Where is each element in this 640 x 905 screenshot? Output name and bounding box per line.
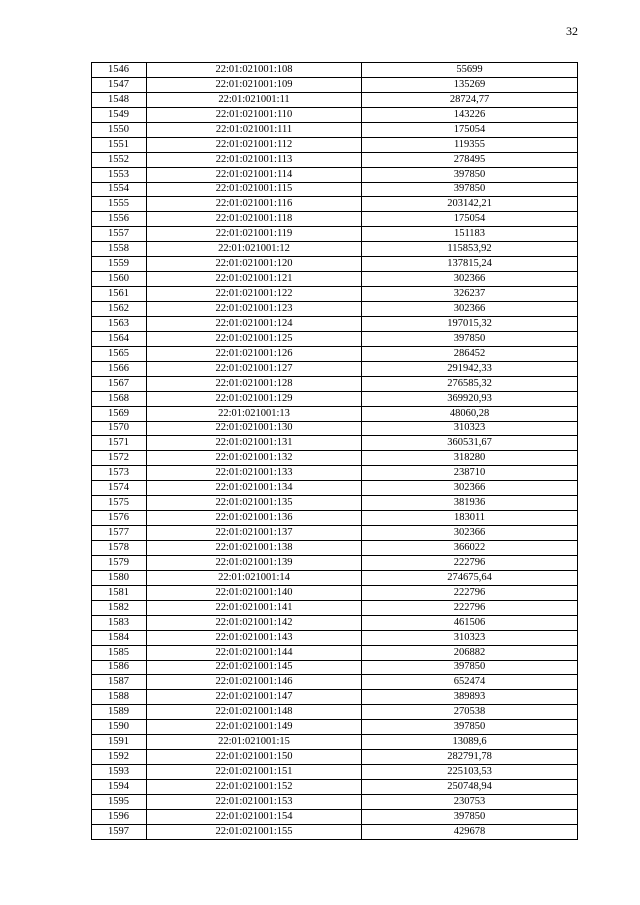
row-number-cell: 1587 bbox=[92, 675, 147, 690]
row-number-cell: 1563 bbox=[92, 316, 147, 331]
row-number-cell: 1547 bbox=[92, 77, 147, 92]
row-number-cell: 1548 bbox=[92, 92, 147, 107]
cadastral-number-cell: 22:01:021001:110 bbox=[147, 107, 362, 122]
row-number-cell: 1572 bbox=[92, 451, 147, 466]
cadastral-number-cell: 22:01:021001:123 bbox=[147, 302, 362, 317]
row-number-cell: 1580 bbox=[92, 570, 147, 585]
value-cell: 206882 bbox=[362, 645, 578, 660]
cadastral-number-cell: 22:01:021001:113 bbox=[147, 152, 362, 167]
table-row bbox=[92, 152, 578, 167]
cadastral-number-cell: 22:01:021001:114 bbox=[147, 167, 362, 182]
cadastral-number-cell: 22:01:021001:136 bbox=[147, 511, 362, 526]
row-number-cell: 1593 bbox=[92, 765, 147, 780]
cadastral-number-cell: 22:01:021001:13 bbox=[147, 406, 362, 421]
cadastral-number-cell: 22:01:021001:11 bbox=[147, 92, 362, 107]
cadastral-number-cell: 22:01:021001:118 bbox=[147, 212, 362, 227]
table-row bbox=[92, 824, 578, 839]
value-cell: 222796 bbox=[362, 600, 578, 615]
value-cell: 397850 bbox=[362, 720, 578, 735]
cadastral-number-cell: 22:01:021001:137 bbox=[147, 526, 362, 541]
table-body bbox=[92, 63, 578, 840]
table-row bbox=[92, 735, 578, 750]
page-number: 32 bbox=[566, 24, 578, 38]
table-row bbox=[92, 451, 578, 466]
table-row bbox=[92, 77, 578, 92]
value-cell: 151183 bbox=[362, 227, 578, 242]
cadastral-number-cell: 22:01:021001:108 bbox=[147, 63, 362, 78]
table-row bbox=[92, 750, 578, 765]
table-row bbox=[92, 809, 578, 824]
value-cell: 282791,78 bbox=[362, 750, 578, 765]
row-number-cell: 1574 bbox=[92, 481, 147, 496]
cadastral-number-cell: 22:01:021001:143 bbox=[147, 630, 362, 645]
value-cell: 175054 bbox=[362, 212, 578, 227]
value-cell: 175054 bbox=[362, 122, 578, 137]
value-cell: 28724,77 bbox=[362, 92, 578, 107]
value-cell: 318280 bbox=[362, 451, 578, 466]
table-row bbox=[92, 705, 578, 720]
row-number-cell: 1560 bbox=[92, 272, 147, 287]
value-cell: 115853,92 bbox=[362, 242, 578, 257]
cadastral-number-cell: 22:01:021001:129 bbox=[147, 391, 362, 406]
cadastral-number-cell: 22:01:021001:125 bbox=[147, 331, 362, 346]
cadastral-number-cell: 22:01:021001:12 bbox=[147, 242, 362, 257]
table-row bbox=[92, 197, 578, 212]
cadastral-number-cell: 22:01:021001:147 bbox=[147, 690, 362, 705]
row-number-cell: 1586 bbox=[92, 660, 147, 675]
table-row bbox=[92, 287, 578, 302]
cadastral-number-cell: 22:01:021001:144 bbox=[147, 645, 362, 660]
value-cell: 310323 bbox=[362, 630, 578, 645]
table-row bbox=[92, 555, 578, 570]
table-row bbox=[92, 481, 578, 496]
table-row bbox=[92, 436, 578, 451]
table-row bbox=[92, 391, 578, 406]
row-number-cell: 1571 bbox=[92, 436, 147, 451]
table-row bbox=[92, 541, 578, 556]
table-row bbox=[92, 585, 578, 600]
row-number-cell: 1557 bbox=[92, 227, 147, 242]
value-cell: 397850 bbox=[362, 331, 578, 346]
row-number-cell: 1550 bbox=[92, 122, 147, 137]
value-cell: 55699 bbox=[362, 63, 578, 78]
table-row bbox=[92, 167, 578, 182]
cadastral-number-cell: 22:01:021001:14 bbox=[147, 570, 362, 585]
value-cell: 197015,32 bbox=[362, 316, 578, 331]
cadastral-number-cell: 22:01:021001:121 bbox=[147, 272, 362, 287]
value-cell: 397850 bbox=[362, 182, 578, 197]
row-number-cell: 1578 bbox=[92, 541, 147, 556]
value-cell: 389893 bbox=[362, 690, 578, 705]
row-number-cell: 1583 bbox=[92, 615, 147, 630]
row-number-cell: 1564 bbox=[92, 331, 147, 346]
cadastral-number-cell: 22:01:021001:152 bbox=[147, 780, 362, 795]
value-cell: 13089,6 bbox=[362, 735, 578, 750]
value-cell: 230753 bbox=[362, 794, 578, 809]
cadastral-number-cell: 22:01:021001:111 bbox=[147, 122, 362, 137]
value-cell: 397850 bbox=[362, 809, 578, 824]
table-row bbox=[92, 212, 578, 227]
value-cell: 238710 bbox=[362, 466, 578, 481]
row-number-cell: 1573 bbox=[92, 466, 147, 481]
table-row bbox=[92, 794, 578, 809]
row-number-cell: 1582 bbox=[92, 600, 147, 615]
cadastral-number-cell: 22:01:021001:109 bbox=[147, 77, 362, 92]
row-number-cell: 1584 bbox=[92, 630, 147, 645]
value-cell: 119355 bbox=[362, 137, 578, 152]
row-number-cell: 1577 bbox=[92, 526, 147, 541]
value-cell: 652474 bbox=[362, 675, 578, 690]
table-row bbox=[92, 272, 578, 287]
row-number-cell: 1576 bbox=[92, 511, 147, 526]
row-number-cell: 1559 bbox=[92, 257, 147, 272]
table-row bbox=[92, 107, 578, 122]
table-row bbox=[92, 92, 578, 107]
table-row bbox=[92, 780, 578, 795]
row-number-cell: 1556 bbox=[92, 212, 147, 227]
table-row bbox=[92, 257, 578, 272]
cadastral-number-cell: 22:01:021001:132 bbox=[147, 451, 362, 466]
cadastral-number-cell: 22:01:021001:139 bbox=[147, 555, 362, 570]
row-number-cell: 1589 bbox=[92, 705, 147, 720]
table-row bbox=[92, 570, 578, 585]
cadastral-number-cell: 22:01:021001:128 bbox=[147, 376, 362, 391]
cadastral-number-cell: 22:01:021001:122 bbox=[147, 287, 362, 302]
value-cell: 286452 bbox=[362, 346, 578, 361]
row-number-cell: 1568 bbox=[92, 391, 147, 406]
cadastral-number-cell: 22:01:021001:151 bbox=[147, 765, 362, 780]
value-cell: 429678 bbox=[362, 824, 578, 839]
row-number-cell: 1585 bbox=[92, 645, 147, 660]
row-number-cell: 1566 bbox=[92, 361, 147, 376]
table-row bbox=[92, 137, 578, 152]
row-number-cell: 1597 bbox=[92, 824, 147, 839]
value-cell: 381936 bbox=[362, 496, 578, 511]
table-row bbox=[92, 496, 578, 511]
value-cell: 274675,64 bbox=[362, 570, 578, 585]
table-row bbox=[92, 675, 578, 690]
cadastral-number-cell: 22:01:021001:133 bbox=[147, 466, 362, 481]
cadastral-number-cell: 22:01:021001:145 bbox=[147, 660, 362, 675]
table-row bbox=[92, 526, 578, 541]
value-cell: 222796 bbox=[362, 585, 578, 600]
table-row bbox=[92, 421, 578, 436]
row-number-cell: 1590 bbox=[92, 720, 147, 735]
cadastral-number-cell: 22:01:021001:134 bbox=[147, 481, 362, 496]
value-cell: 225103,53 bbox=[362, 765, 578, 780]
row-number-cell: 1555 bbox=[92, 197, 147, 212]
table-row bbox=[92, 600, 578, 615]
row-number-cell: 1562 bbox=[92, 302, 147, 317]
cadastral-value-table bbox=[91, 62, 578, 840]
table-row bbox=[92, 466, 578, 481]
cadastral-number-cell: 22:01:021001:126 bbox=[147, 346, 362, 361]
table-row bbox=[92, 361, 578, 376]
value-cell: 48060,28 bbox=[362, 406, 578, 421]
row-number-cell: 1591 bbox=[92, 735, 147, 750]
value-cell: 135269 bbox=[362, 77, 578, 92]
cadastral-number-cell: 22:01:021001:116 bbox=[147, 197, 362, 212]
cadastral-number-cell: 22:01:021001:131 bbox=[147, 436, 362, 451]
table-row bbox=[92, 302, 578, 317]
row-number-cell: 1595 bbox=[92, 794, 147, 809]
cadastral-number-cell: 22:01:021001:141 bbox=[147, 600, 362, 615]
value-cell: 302366 bbox=[362, 302, 578, 317]
table-row bbox=[92, 765, 578, 780]
value-cell: 143226 bbox=[362, 107, 578, 122]
value-cell: 203142,21 bbox=[362, 197, 578, 212]
value-cell: 278495 bbox=[362, 152, 578, 167]
cadastral-number-cell: 22:01:021001:127 bbox=[147, 361, 362, 376]
row-number-cell: 1567 bbox=[92, 376, 147, 391]
table-row bbox=[92, 645, 578, 660]
cadastral-number-cell: 22:01:021001:155 bbox=[147, 824, 362, 839]
table-row bbox=[92, 406, 578, 421]
value-cell: 369920,93 bbox=[362, 391, 578, 406]
value-cell: 291942,33 bbox=[362, 361, 578, 376]
cadastral-number-cell: 22:01:021001:149 bbox=[147, 720, 362, 735]
row-number-cell: 1553 bbox=[92, 167, 147, 182]
row-number-cell: 1592 bbox=[92, 750, 147, 765]
value-cell: 360531,67 bbox=[362, 436, 578, 451]
table-row bbox=[92, 660, 578, 675]
value-cell: 310323 bbox=[362, 421, 578, 436]
row-number-cell: 1561 bbox=[92, 287, 147, 302]
row-number-cell: 1588 bbox=[92, 690, 147, 705]
value-cell: 302366 bbox=[362, 481, 578, 496]
cadastral-number-cell: 22:01:021001:153 bbox=[147, 794, 362, 809]
value-cell: 302366 bbox=[362, 272, 578, 287]
value-cell: 397850 bbox=[362, 660, 578, 675]
table-row bbox=[92, 346, 578, 361]
table-row bbox=[92, 630, 578, 645]
table-row bbox=[92, 720, 578, 735]
table-row bbox=[92, 615, 578, 630]
value-cell: 270538 bbox=[362, 705, 578, 720]
row-number-cell: 1569 bbox=[92, 406, 147, 421]
cadastral-number-cell: 22:01:021001:119 bbox=[147, 227, 362, 242]
value-cell: 461506 bbox=[362, 615, 578, 630]
value-cell: 276585,32 bbox=[362, 376, 578, 391]
table-row bbox=[92, 63, 578, 78]
table-row bbox=[92, 511, 578, 526]
value-cell: 302366 bbox=[362, 526, 578, 541]
table-row bbox=[92, 182, 578, 197]
cadastral-number-cell: 22:01:021001:115 bbox=[147, 182, 362, 197]
row-number-cell: 1558 bbox=[92, 242, 147, 257]
row-number-cell: 1551 bbox=[92, 137, 147, 152]
cadastral-number-cell: 22:01:021001:135 bbox=[147, 496, 362, 511]
table-row bbox=[92, 316, 578, 331]
row-number-cell: 1570 bbox=[92, 421, 147, 436]
row-number-cell: 1596 bbox=[92, 809, 147, 824]
value-cell: 366022 bbox=[362, 541, 578, 556]
value-cell: 183011 bbox=[362, 511, 578, 526]
cadastral-number-cell: 22:01:021001:146 bbox=[147, 675, 362, 690]
row-number-cell: 1575 bbox=[92, 496, 147, 511]
row-number-cell: 1554 bbox=[92, 182, 147, 197]
cadastral-number-cell: 22:01:021001:138 bbox=[147, 541, 362, 556]
cadastral-number-cell: 22:01:021001:130 bbox=[147, 421, 362, 436]
cadastral-number-cell: 22:01:021001:140 bbox=[147, 585, 362, 600]
cadastral-number-cell: 22:01:021001:120 bbox=[147, 257, 362, 272]
value-cell: 137815,24 bbox=[362, 257, 578, 272]
table-row bbox=[92, 242, 578, 257]
cadastral-number-cell: 22:01:021001:150 bbox=[147, 750, 362, 765]
cadastral-number-cell: 22:01:021001:154 bbox=[147, 809, 362, 824]
row-number-cell: 1549 bbox=[92, 107, 147, 122]
row-number-cell: 1581 bbox=[92, 585, 147, 600]
cadastral-number-cell: 22:01:021001:148 bbox=[147, 705, 362, 720]
table-row bbox=[92, 690, 578, 705]
table-row bbox=[92, 331, 578, 346]
table-row bbox=[92, 227, 578, 242]
row-number-cell: 1546 bbox=[92, 63, 147, 78]
cadastral-number-cell: 22:01:021001:15 bbox=[147, 735, 362, 750]
cadastral-number-cell: 22:01:021001:142 bbox=[147, 615, 362, 630]
value-cell: 222796 bbox=[362, 555, 578, 570]
cadastral-number-cell: 22:01:021001:112 bbox=[147, 137, 362, 152]
row-number-cell: 1565 bbox=[92, 346, 147, 361]
row-number-cell: 1552 bbox=[92, 152, 147, 167]
value-cell: 326237 bbox=[362, 287, 578, 302]
value-cell: 250748,94 bbox=[362, 780, 578, 795]
table-row bbox=[92, 122, 578, 137]
table-row bbox=[92, 376, 578, 391]
row-number-cell: 1594 bbox=[92, 780, 147, 795]
cadastral-number-cell: 22:01:021001:124 bbox=[147, 316, 362, 331]
value-cell: 397850 bbox=[362, 167, 578, 182]
row-number-cell: 1579 bbox=[92, 555, 147, 570]
